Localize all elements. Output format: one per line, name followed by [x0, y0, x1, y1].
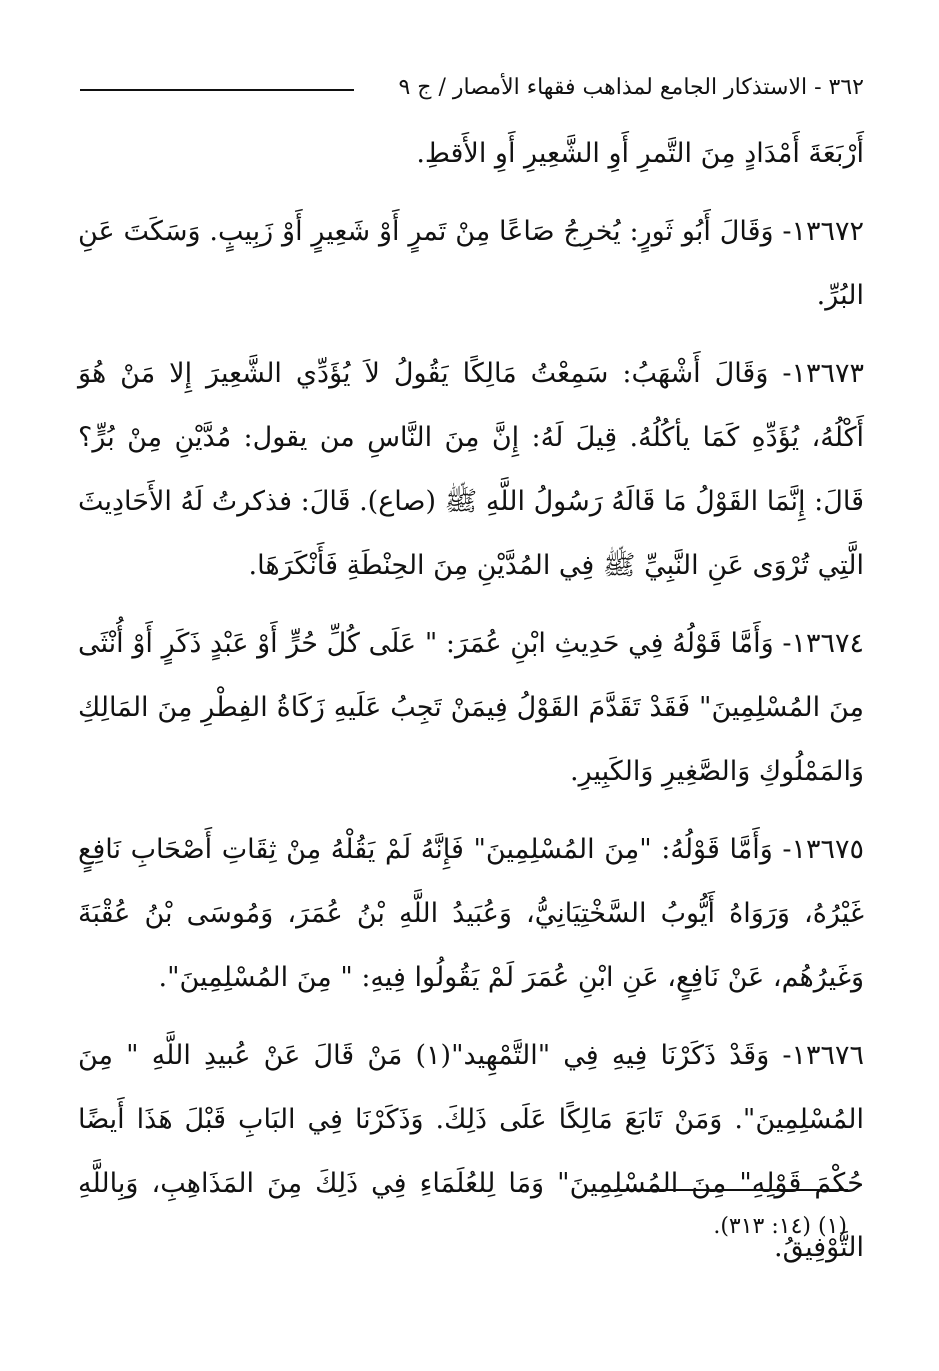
- paragraph-13676: ١٣٦٧٦- وَقَدْ ذَكَرْنَا فِيهِ فِي "التَّمْهِيد"(١) مَنْ قَالَ عَنْ عُبيدِ اللَّهِ " مِنَ المُسْلِمِينَ". وَمَنْ تَابَعَ مَالِكًا عَلَى ذَلِكَ. وَذَكَرْنَا فِي البَابِ قَبْلَ هَذَا أَيضًا حُكْمَ قَوْلِهِ" مِنَ المُسْلِمِينَ" وَمَا لِلعُلَمَاءِ فِي ذَلِكَ مِنَ المَذَاهِبِ، وَبِاللَّهِ التَّوْفِيقُ.: [78, 1040, 865, 1263]
- paragraph-continuation: أَرْبَعَةَ أَمْدَادٍ مِنَ التَّمرِ أَوِ الشَّعِيرِ أَوِ الأَقطِ.: [416, 138, 864, 169]
- paragraph-13673: ١٣٦٧٣- وَقَالَ أَشْهَبُ: سَمِعْتُ مَالِكًا يَقُولُ لاَ يُؤَدِّي الشَّعِيرَ إِلا مَنْ هُوَ أَكْلُهُ، يُؤَدِّهِ كَمَا يأكُلُهُ. قِيلَ لَهُ: إِنَّ مِنَ النَّاسِ من يقول: مُدَّيْنِ مِنْ بُرٍّ؟ قَالَ: إِنَّمَا القَوْلُ مَا قَالَهُ رَسُولُ اللَّهِ ﷺ (صاع). قَالَ: فذكرتُ لَهُ الأَحَادِيثَ الَّتِي تُرْوَى عَنِ النَّبِيِّ ﷺ فِي المُدَّيْنِ مِنَ الحِنْطَةِ فَأَنْكَرَهَا.: [78, 358, 864, 581]
- header-rule: [80, 89, 354, 91]
- paragraph-13675: ١٣٦٧٥- وَأَمَّا قَوْلُهُ: "مِنَ المُسْلِمِينَ" فَإِنَّهُ لَمْ يَقُلْهُ مِنْ ثِقَاتِ أَصْحَابِ نَافِعٍ غَيْرُهُ، وَرَوَاهُ أَيُّوبُ السَّخْتِيَانِيُّ، وَعُبَيدُ اللَّهِ بْنُ عُمَرَ، وَمُوسَى بْنُ عُقْبَةَ وَغَيرُهُم، عَنْ نَافِعٍ، عَنِ ابْنِ عُمَرَ لَمْ يَقُولُوا فِيهِ: " مِنَ المُسْلِمِينَ".: [78, 834, 864, 993]
- paragraph-13674: ١٣٦٧٤- وَأَمَّا قَوْلُهُ فِي حَدِيثِ ابْنِ عُمَرَ: " عَلَى كُلِّ حُرٍّ أَوْ عَبْدٍ ذَكَرٍ أَوْ أُنْثَى مِنَ المُسْلِمِينَ" فَقَدْ تَقَدَّمَ القَوْلُ فِيمَنْ تَجِبُ عَلَيهِ زَكَاةُ الفِطْرِ مِنَ المَالِكِ وَالمَمْلُوكِ وَالصَّغِيرِ وَالكَبِيرِ.: [78, 628, 864, 787]
- header-title: ٣٦٢ - الاستذكار الجامع لمذاهب فقهاء الأمصار / ج ٩: [398, 75, 864, 100]
- paragraph-13672: ١٣٦٧٢- وَقَالَ أَبُو ثَورٍ: يُخرِجُ صَاعًا مِنْ تَمرٍ أَوْ شَعِيرٍ أَوْ زَبِيبٍ. وَسَكَتَ عَنِ البُرِّ.: [78, 216, 864, 311]
- body-text: [78, 122, 864, 1294]
- running-header: [78, 72, 864, 108]
- footnote-rule: [614, 1189, 848, 1191]
- footnote: (١) (١٤: ٣١٣).: [713, 1214, 847, 1239]
